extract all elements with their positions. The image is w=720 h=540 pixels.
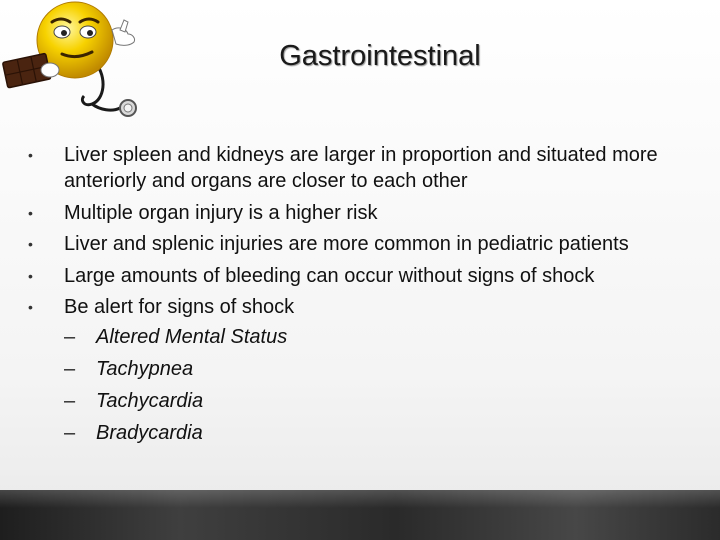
bullet-item <box>28 200 678 226</box>
sub-bullet-text: Bradycardia <box>96 422 203 444</box>
slide-title: Gastrointestinal <box>279 40 481 72</box>
bullet-marker: • <box>28 204 33 221</box>
sub-bullet-list <box>64 324 678 446</box>
bullet-marker: • <box>28 299 33 315</box>
sub-bullet-marker: – <box>64 326 76 348</box>
bullet-item <box>28 231 678 257</box>
sub-bullet-item <box>64 356 678 382</box>
bullet-text: Liver spleen and kidneys are larger in proportion and situated more anteriorly and organs are closer to each other <box>64 144 658 192</box>
bullet-list <box>28 142 678 452</box>
sub-bullet-marker: – <box>64 358 76 380</box>
bullet-marker: • <box>28 147 33 163</box>
smiley-doctor-icon <box>0 0 150 125</box>
sub-bullet-marker: – <box>64 390 76 412</box>
bullet-text: Be alert for signs of shock <box>64 296 295 318</box>
bullet-text: Multiple organ injury is a higher risk <box>64 201 378 224</box>
bullet-item <box>28 142 678 194</box>
bullet-text: Large amounts of bleeding can occur without signs of shock <box>64 264 595 287</box>
sub-bullet-text: Tachypnea <box>96 358 194 380</box>
sub-bullet-item <box>64 324 678 350</box>
bullet-item <box>28 294 678 446</box>
sub-bullet-marker: – <box>64 422 76 444</box>
sub-bullet-item <box>64 420 678 446</box>
bullet-text: Liver and splenic injuries are more common in pediatric patients <box>64 233 629 255</box>
sub-bullet-item <box>64 388 678 414</box>
bullet-marker: • <box>28 267 33 284</box>
bullet-item <box>28 263 678 289</box>
sub-bullet-text: Altered Mental Status <box>96 326 288 348</box>
sub-bullet-text: Tachycardia <box>96 390 204 412</box>
footer-band <box>0 490 720 540</box>
bullet-marker: • <box>28 236 33 252</box>
